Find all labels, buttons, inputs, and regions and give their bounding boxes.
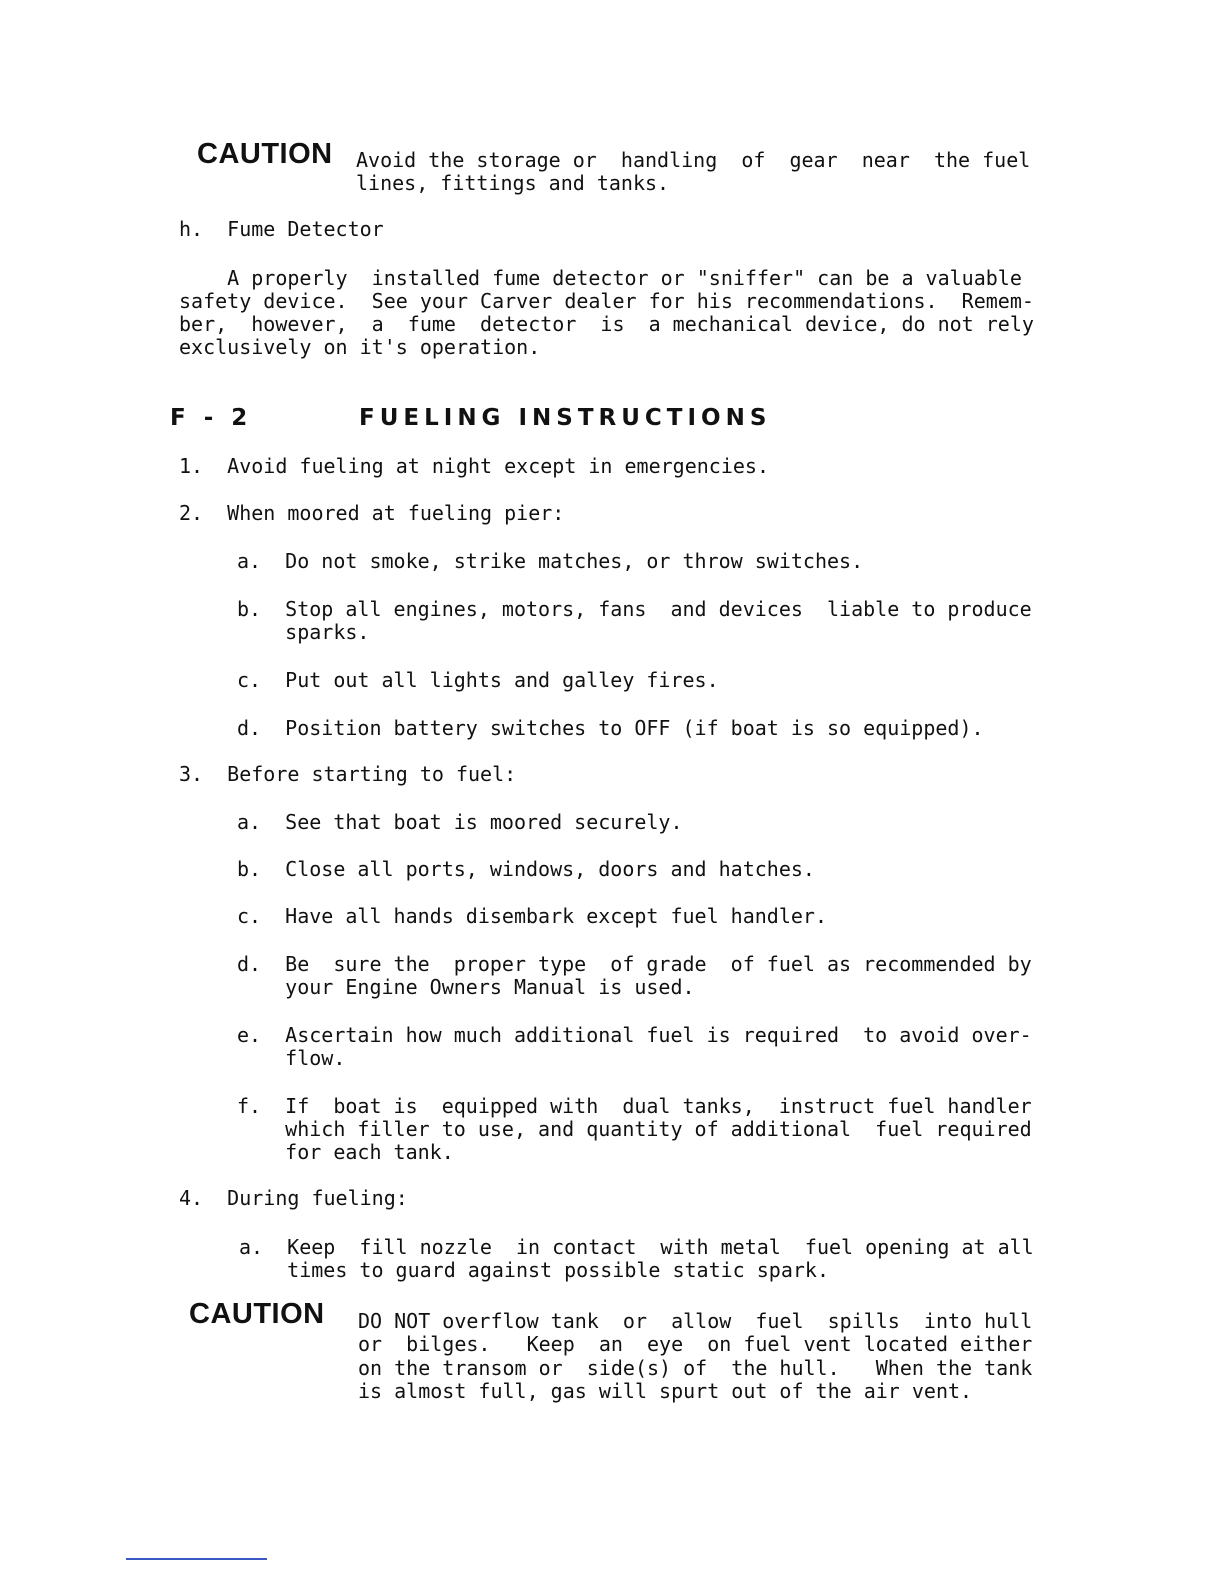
paragraph-line: exclusively on it's operation. xyxy=(179,335,541,359)
caution-text-line: or bilges. Keep an eye on fuel vent located either xyxy=(358,1332,1033,1356)
list-item: a. Keep fill nozzle in contact with metal fuel opening at all xyxy=(239,1235,1034,1259)
list-item: c. Put out all lights and galley fires. xyxy=(237,668,719,692)
list-item: c. Have all hands disembark except fuel handler. xyxy=(237,904,828,928)
list-item: a. See that boat is moored securely. xyxy=(237,810,683,834)
list-item: b. Close all ports, windows, doors and hatches. xyxy=(237,857,815,881)
list-item: d. Position battery switches to OFF (if boat is so equipped). xyxy=(237,716,984,740)
list-item: e. Ascertain how much additional fuel is required to avoid over- xyxy=(237,1023,1032,1047)
list-item-continuation: flow. xyxy=(237,1046,346,1070)
list-item: a. Do not smoke, strike matches, or throw switches. xyxy=(237,549,864,573)
subsection-heading: h. Fume Detector xyxy=(179,217,384,241)
section-number: F - 2 xyxy=(170,405,253,431)
list-item: 3. Before starting to fuel: xyxy=(179,762,517,786)
caution-text-line: DO NOT overflow tank or allow fuel spills into hull xyxy=(358,1309,1033,1333)
list-item: f. If boat is equipped with dual tanks, instruct fuel handler xyxy=(237,1094,1032,1118)
footer-rule xyxy=(126,1558,267,1560)
list-item-continuation: for each tank. xyxy=(237,1140,454,1164)
list-item: 4. During fueling: xyxy=(179,1186,408,1210)
paragraph-line: ber, however, a fume detector is a mechanical device, do not rely xyxy=(179,312,1034,336)
caution-label: CAUTION xyxy=(189,1298,325,1330)
caution-text-line: lines, fittings and tanks. xyxy=(356,171,670,195)
list-item-continuation: sparks. xyxy=(237,620,370,644)
paragraph-line: A properly installed fume detector or "sniffer" can be a valuable xyxy=(179,266,1022,290)
paragraph-line: safety device. See your Carver dealer for his recommendations. Remem- xyxy=(179,289,1034,313)
list-item: 2. When moored at fueling pier: xyxy=(179,501,565,525)
list-item: b. Stop all engines, motors, fans and devices liable to produce xyxy=(237,597,1032,621)
list-item: 1. Avoid fueling at night except in emergencies. xyxy=(179,454,770,478)
caution-label: CAUTION xyxy=(197,138,333,170)
caution-text-line: on the transom or side(s) of the hull. When the tank xyxy=(358,1356,1033,1380)
list-item: d. Be sure the proper type of grade of fuel as recommended by xyxy=(237,952,1032,976)
list-item-continuation: which filler to use, and quantity of additional fuel required xyxy=(237,1117,1032,1141)
caution-text-line: Avoid the storage or handling of gear near the fuel xyxy=(356,148,1031,172)
list-item-continuation: times to guard against possible static spark. xyxy=(239,1258,830,1282)
caution-text-line: is almost full, gas will spurt out of the air vent. xyxy=(358,1379,973,1403)
list-item-continuation: your Engine Owners Manual is used. xyxy=(237,975,695,999)
section-title: FUELING INSTRUCTIONS xyxy=(359,405,772,431)
